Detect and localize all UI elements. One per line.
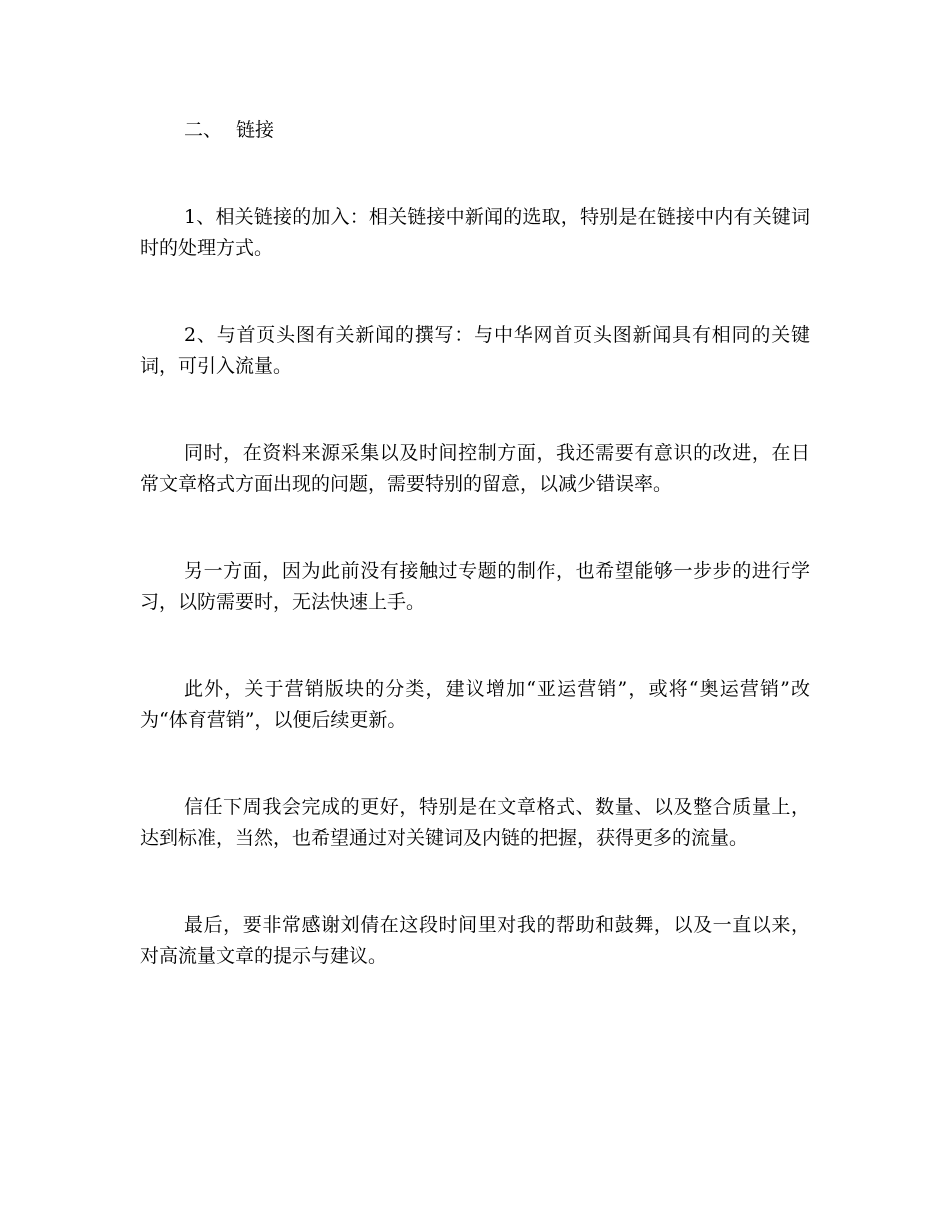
paragraph-homepage-news: 2、与首页头图有关新闻的撰写：与中华网首页头图新闻具有相同的关键词，可引入流量。 bbox=[140, 324, 810, 377]
paragraph-special-topics: 另一方面，因为此前没有接触过专题的制作，也希望能够一步步的进行学习，以防需要时，无法快速上手。 bbox=[140, 560, 810, 613]
paragraph-marketing-categories: 此外，关于营销版块的分类，建议增加“亚运营销”，或将“奥运营销”改为“体育营销”，以便后续更新。 bbox=[140, 678, 810, 731]
paragraph-next-week: 信任下周我会完成的更好，特别是在文章格式、数量、以及整合质量上，达到标准，当然，也希望通过对关键词及内链的把握，获得更多的流量。 bbox=[140, 796, 810, 849]
paragraph-thanks: 最后，要非常感谢刘倩在这段时间里对我的帮助和鼓舞，以及一直以来，对高流量文章的提示与建议。 bbox=[140, 914, 810, 967]
document-body bbox=[140, 112, 810, 972]
paragraph-improvement: 同时，在资料来源采集以及时间控制方面，我还需要有意识的改进，在日常文章格式方面出现的问题，需要特别的留意，以减少错误率。 bbox=[140, 442, 810, 495]
paragraph-related-links: 1、相关链接的加入：相关链接中新闻的选取，特别是在链接中内有关键词时的处理方式。 bbox=[140, 206, 810, 259]
section-title: 链接 bbox=[236, 119, 275, 141]
section-number: 二、 bbox=[184, 119, 223, 141]
section-heading bbox=[140, 112, 810, 148]
